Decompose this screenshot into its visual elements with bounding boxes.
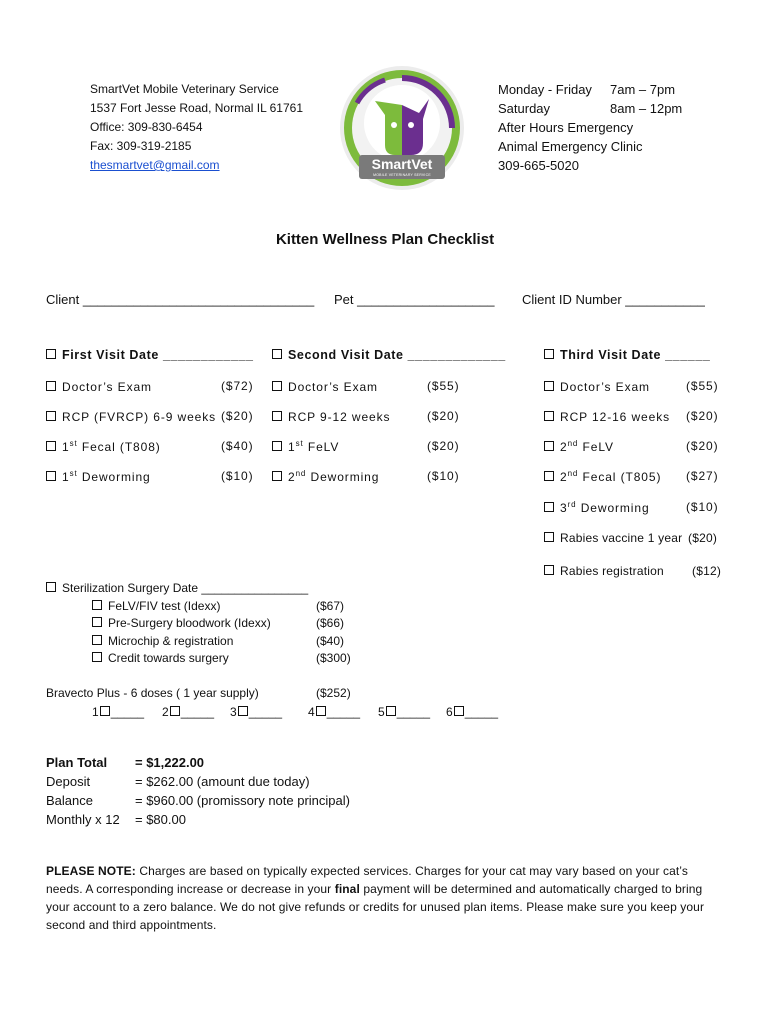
bravecto-price: ($252) [316, 686, 351, 700]
first-visit-header[interactable] [46, 348, 254, 362]
checkbox[interactable] [544, 502, 554, 512]
surgery-item[interactable] [46, 633, 345, 651]
checkbox[interactable] [272, 441, 282, 451]
second-visit-label: Second Visit Date _____________ [288, 348, 506, 362]
rabies-registration-item[interactable] [544, 564, 664, 578]
item-price: ($10) [427, 469, 460, 483]
totals-block [46, 753, 350, 829]
item-label: RCP 9-12 weeks [288, 410, 391, 424]
dose-number: 5 [378, 705, 385, 719]
deposit-label: Deposit [46, 774, 91, 789]
rabies-vaccine-item[interactable] [544, 531, 682, 545]
checklist-item[interactable] [272, 469, 379, 484]
dose-number: 4 [308, 705, 315, 719]
dose-number: 6 [446, 705, 453, 719]
saturday-time: 8am – 12pm [610, 101, 683, 116]
item-price: ($20) [427, 409, 460, 423]
note-lead: PLEASE NOTE: [46, 864, 136, 878]
surgery-header-item[interactable] [46, 580, 308, 598]
dose-2[interactable] [162, 703, 214, 722]
checkbox[interactable] [170, 706, 180, 716]
dose-number: 1 [92, 705, 99, 719]
surgery-item[interactable] [46, 650, 351, 668]
item-label: 2nd Deworming [288, 469, 380, 484]
third-visit-label: Third Visit Date ______ [560, 348, 711, 362]
item-price: ($55) [686, 379, 719, 393]
emergency-line-1: After Hours Emergency [498, 120, 634, 135]
checkbox[interactable] [92, 617, 102, 627]
item-label: 1st FeLV [288, 439, 340, 454]
checkbox[interactable] [454, 706, 464, 716]
office-phone: Office: 309-830-6454 [90, 120, 203, 134]
dose-5[interactable] [378, 703, 430, 722]
checklist-item[interactable] [46, 469, 151, 484]
balance-value: = $960.00 (promissory note principal) [135, 793, 350, 808]
email-link[interactable]: thesmartvet@gmail.com [90, 158, 220, 172]
dose-blank: _____ [248, 705, 283, 719]
third-visit-header[interactable] [544, 348, 710, 362]
note-bold-word: final [334, 882, 360, 896]
item-label: RCP 12-16 weeks [560, 410, 670, 424]
dose-blank: _____ [180, 705, 215, 719]
item-price: ($40) [221, 439, 254, 453]
note-text-1: Charges are based on typically expected services. Charges for your cat may vary based on your cat’s needs. A corresponding increase or decrease in your [46, 864, 688, 896]
checkbox[interactable] [544, 565, 554, 575]
surgery-item-price: ($67) [316, 598, 345, 613]
surgery-item-label: Microchip & registration [108, 633, 234, 648]
second-visit-header[interactable] [272, 348, 506, 362]
checkbox[interactable] [238, 706, 248, 716]
item-price: ($20) [221, 409, 254, 423]
deposit-value: = $262.00 (amount due today) [135, 774, 310, 789]
surgery-item-price: ($66) [316, 616, 345, 630]
monthly-label: Monthly x 12 [46, 812, 120, 827]
checkbox[interactable] [544, 471, 554, 481]
dose-number: 2 [162, 705, 169, 719]
item-price: ($55) [427, 379, 460, 393]
dose-3[interactable] [230, 703, 282, 722]
checkbox[interactable] [46, 411, 56, 421]
checkbox[interactable] [386, 706, 396, 716]
client-field[interactable]: Client ________________________________ [46, 292, 315, 307]
business-address: 1537 Fort Jesse Road, Normal IL 61761 [90, 101, 304, 115]
contact-block [90, 80, 303, 175]
dose-number: 3 [230, 705, 237, 719]
rabies-vaccine-label: Rabies vaccine 1 year [560, 531, 683, 545]
surgery-section [46, 580, 351, 668]
surgery-item-label: FeLV/FIV test (Idexx) [108, 598, 221, 613]
rabies-vaccine-price: ($20) [688, 531, 718, 545]
business-name: SmartVet Mobile Veterinary Service [90, 82, 279, 96]
bravecto-section [46, 684, 526, 724]
pet-field[interactable]: Pet ___________________ [334, 292, 495, 307]
checklist-item[interactable] [272, 409, 390, 424]
checkbox[interactable] [272, 381, 282, 391]
checkbox[interactable] [92, 652, 102, 662]
emergency-line-2: Animal Emergency Clinic [498, 139, 643, 154]
item-label: 1st Fecal (T808) [62, 439, 161, 454]
item-label: 2nd Fecal (T805) [560, 469, 662, 484]
checklist-item[interactable] [46, 379, 152, 394]
fax-number: Fax: 309-319-2185 [90, 139, 192, 153]
surgery-item-price: ($40) [316, 633, 345, 648]
first-visit-label: First Visit Date ____________ [62, 348, 254, 362]
item-price: ($20) [427, 439, 460, 453]
smartvet-logo [337, 63, 467, 193]
checklist-item[interactable] [272, 439, 339, 454]
checklist-item[interactable] [46, 409, 216, 424]
checkbox[interactable] [46, 381, 56, 391]
logo-wordmark: SmartVet [371, 156, 433, 172]
surgery-item-label: Credit towards surgery [108, 651, 229, 665]
surgery-item-price: ($300) [316, 651, 351, 665]
checklist-item[interactable] [544, 379, 650, 394]
checkbox[interactable] [100, 706, 110, 716]
dose-blank: _____ [326, 705, 361, 719]
note-text-2: payment will be determined and automatically charged to bring your account to a zero balance. We do not give refunds or credits for unused plan items. Please make sure you keep your second and third appointments. [46, 882, 705, 932]
dose-blank: _____ [396, 705, 431, 719]
checklist-item[interactable] [272, 379, 378, 394]
weekday-time: 7am – 7pm [610, 82, 676, 97]
checkbox[interactable] [272, 471, 282, 481]
checklist-item[interactable] [544, 500, 650, 515]
emergency-phone: 309-665-5020 [498, 158, 579, 173]
item-price: ($20) [686, 409, 719, 423]
item-label: Doctor’s Exam [560, 380, 650, 394]
balance-label: Balance [46, 793, 93, 808]
rabies-registration-label: Rabies registration [560, 564, 664, 578]
checklist-item[interactable] [544, 439, 614, 454]
please-note [46, 862, 716, 934]
dose-4[interactable] [308, 703, 360, 722]
item-label: RCP (FVRCP) 6-9 weeks [62, 410, 217, 424]
dose-1[interactable] [92, 703, 144, 722]
checkbox[interactable] [46, 471, 56, 481]
item-price: ($20) [686, 439, 719, 453]
item-label: 1st Deworming [62, 469, 151, 484]
surgery-header: Sterilization Surgery Date ________________ [62, 581, 309, 595]
saturday-label: Saturday [498, 101, 551, 116]
checkbox[interactable] [272, 349, 282, 359]
item-label: Doctor’s Exam [62, 380, 152, 394]
logo-tagline: MOBILE VETERINARY SERVICE [373, 173, 431, 177]
page-title: Kitten Wellness Plan Checklist [275, 231, 495, 248]
weekday-label: Monday - Friday [498, 82, 592, 97]
item-label: 2nd FeLV [560, 439, 614, 454]
plan-total-value: = $1,222.00 [135, 755, 205, 770]
item-label: 3rd Deworming [560, 500, 650, 515]
checkbox[interactable] [544, 381, 554, 391]
client-id-field[interactable]: Client ID Number ___________ [522, 292, 705, 307]
checkbox[interactable] [46, 582, 56, 592]
surgery-item-label: Pre-Surgery bloodwork (Idexx) [108, 616, 271, 630]
checkbox[interactable] [544, 441, 554, 451]
checkbox[interactable] [92, 635, 102, 645]
surgery-item[interactable] [46, 615, 345, 633]
checklist-item[interactable] [544, 409, 670, 424]
rabies-registration-price: ($12) [692, 564, 722, 578]
plan-total-label: Plan Total [46, 755, 108, 770]
item-price: ($10) [221, 469, 254, 483]
checkbox[interactable] [92, 600, 102, 610]
hours-block [498, 80, 682, 175]
dose-6[interactable] [446, 703, 498, 722]
checkbox[interactable] [316, 706, 326, 716]
item-price: ($10) [686, 500, 719, 514]
surgery-item[interactable] [46, 598, 345, 616]
checkbox[interactable] [544, 349, 554, 359]
dose-blank: _____ [464, 705, 499, 719]
checkbox[interactable] [46, 349, 56, 359]
bravecto-label: Bravecto Plus - 6 doses ( 1 year supply) [46, 686, 259, 700]
item-price: ($27) [686, 469, 719, 483]
checkbox[interactable] [272, 411, 282, 421]
checklist-item[interactable] [544, 469, 661, 484]
checkbox[interactable] [46, 441, 56, 451]
item-label: Doctor’s Exam [288, 380, 378, 394]
checkbox[interactable] [544, 411, 554, 421]
dose-blank: _____ [110, 705, 145, 719]
monthly-value: = $80.00 [135, 812, 186, 827]
item-price: ($72) [221, 379, 254, 393]
checkbox[interactable] [544, 532, 554, 542]
checklist-item[interactable] [46, 439, 161, 454]
